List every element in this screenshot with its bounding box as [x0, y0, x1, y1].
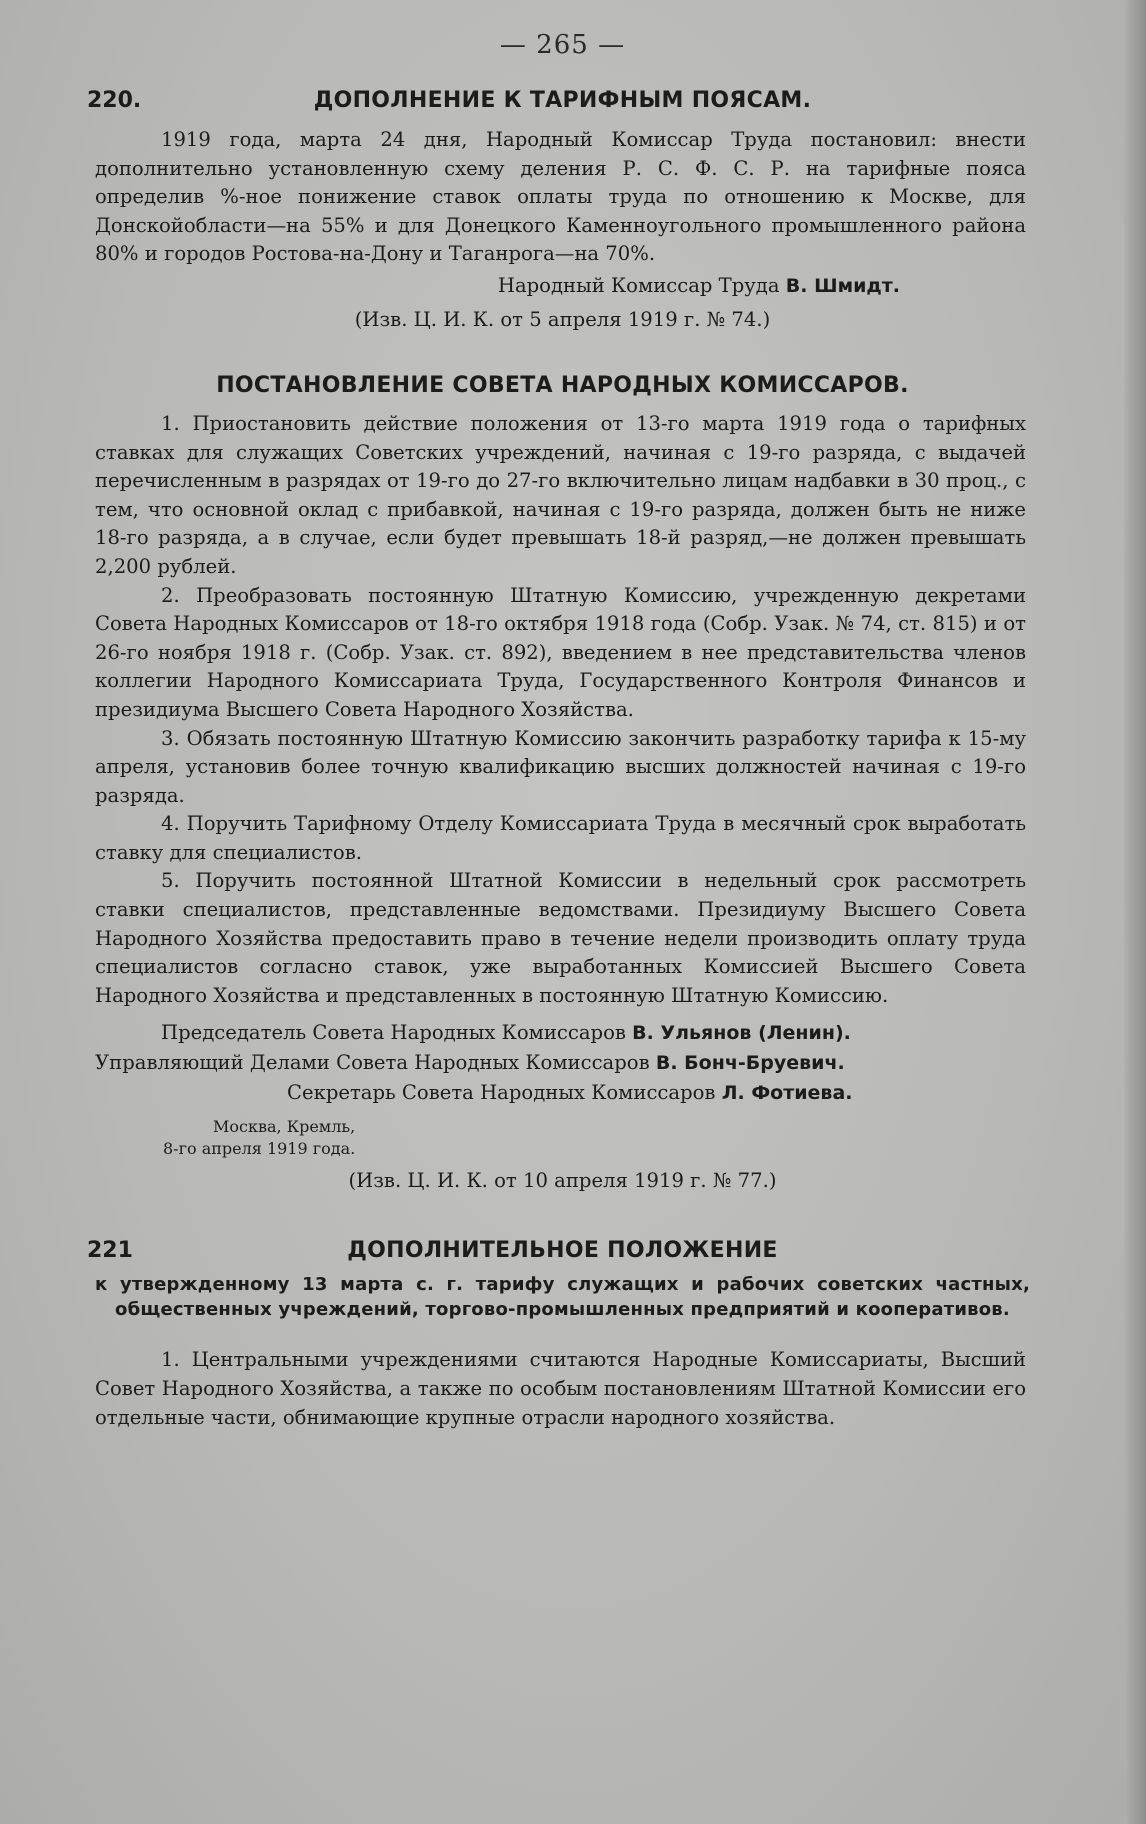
resolution-item-3: 3. Обязать постоянную Штатную Комиссию закончить разработку тарифа к 15-му апреля, установив более точную квалификацию высших должностей начиная с 19-го разряда.	[95, 726, 1026, 807]
signature-name: В. Бонч-Бруевич.	[655, 1052, 845, 1075]
document-number: 221	[87, 1238, 133, 1264]
document-title: ДОПОЛНЕНИЕ К ТАРИФНЫМ ПОЯСАМ.	[313, 88, 812, 113]
sovnarkom-resolution	[95, 373, 1030, 1196]
document-220-header	[87, 88, 1030, 126]
signature-secretary	[95, 1078, 1030, 1108]
page-number: — 265 —	[499, 30, 626, 60]
page-content	[87, 30, 1030, 1432]
resolution-title: ПОСТАНОВЛЕНИЕ СОВЕТА НАРОДНЫХ КОМИССАРОВ.	[216, 372, 909, 398]
document-number: 220.	[87, 88, 142, 113]
signature-name: В. Ульянов (Ленин).	[632, 1022, 851, 1045]
resolution-item-5: 5. Поручить постоянной Штатной Комиссии в недельный срок рассмотреть ставки специалистов, представленные ведомствами. Президиуму Высшего Совета Народного Хозяйства предоставить право в течение недели производить оплату труда специалистов согласно ставок, уже выработанных Комиссией Высшего Совета Народного Хозяйства и представленных в постоянную Штатную Комиссию.	[95, 869, 1026, 1007]
document-body: 1919 года, марта 24 дня, Народный Комиссар Труда постановил: внести дополнительно установленную схему деления Р. С. Ф. С. Р. на тарифные пояса определив %-ное понижение ставок оплаты труда по отношению к Москве, для Донскойобласти—на 55% и для Донецкого Каменноугольного промышленного района 80% и городов Ростова-на-Дону и Таганрога—на 70%.	[95, 128, 1026, 266]
signature-chairman	[95, 1018, 1030, 1048]
document-subtitle: к утвержденному 13 марта с. г. тарифу служащих и рабочих советских частных, общественных учреждений, торгово-промышленных предприятий и кооперативов.	[95, 1274, 1030, 1321]
document-221	[87, 1238, 1030, 1432]
document-title: ДОПОЛНИТЕЛЬНОЕ ПОЛОЖЕНИЕ	[347, 1238, 778, 1264]
date: 8-го апреля 1919 года.	[163, 1139, 356, 1159]
signature-name: Л. Фотиева.	[721, 1082, 853, 1105]
place: Москва, Кремль,	[213, 1117, 356, 1137]
resolution-item-4: 4. Поручить Тарифному Отделу Комиссариата Труда в месячный срок выработать ставку для специалистов.	[95, 812, 1026, 864]
signature-title: Председатель Совета Народных Комиссаров	[161, 1021, 626, 1045]
resolution-item-2: 2. Преобразовать постоянную Штатную Комиссию, учрежденную декретами Совета Народных Комиссаров от 18-го октября 1918 года (Собр. Узак. № 74, ст. 815) и от 26-го ноября 1918 г. (Собр. Узак. ст. 892), введением в нее представительства членов коллегии Народного Комиссариата Труда, Государственного Контроля Финансов и президиума Высшего Совета Народного Хозяйства.	[95, 583, 1026, 721]
place-date	[95, 1116, 1030, 1160]
signature-title: Секретарь Совета Народных Комиссаров	[287, 1081, 716, 1105]
resolution-item-1: 1. Приостановить действие положения от 13-го марта 1919 года о тарифных ставках для служащих Советских учреждений, начиная с 19-го разряда, с выдачей перечисленным в разрядах от 19-го до 27-го включительно лицам надбавки в 30 проц., с тем, что основной оклад с прибавкой, начиная с 19-го разряда, должен быть не ниже 18-го разряда, а в случае, если будет превышать 18-й разряд,—не должен превышать 2,200 рублей.	[95, 411, 1026, 578]
signature-name: В. Шмидт.	[785, 274, 900, 297]
source-citation: (Изв. Ц. И. К. от 5 апреля 1919 г. № 74.)	[354, 307, 771, 331]
signature-line	[95, 271, 1030, 301]
source-citation: (Изв. Ц. И. К. от 10 апреля 1919 г. № 77.)	[348, 1169, 777, 1193]
signature-title: Народный Комиссар Труда	[497, 273, 780, 297]
page-edge-shadow	[1124, 0, 1146, 1824]
document-item-1: 1. Центральными учреждениями считаются Народные Комиссариаты, Высший Совет Народного Хозяйства, а также по особым постановлениям Штатной Комиссии его отдельные части, обнимающие крупные отрасли народного хозяйства.	[95, 1348, 1026, 1429]
signature-title: Управляющий Делами Совета Народных Комиссаров	[95, 1051, 650, 1075]
signature-manager	[95, 1048, 1030, 1078]
document-221-header	[87, 1238, 1030, 1272]
document-220	[87, 88, 1030, 335]
signatures-block	[95, 1018, 1030, 1108]
